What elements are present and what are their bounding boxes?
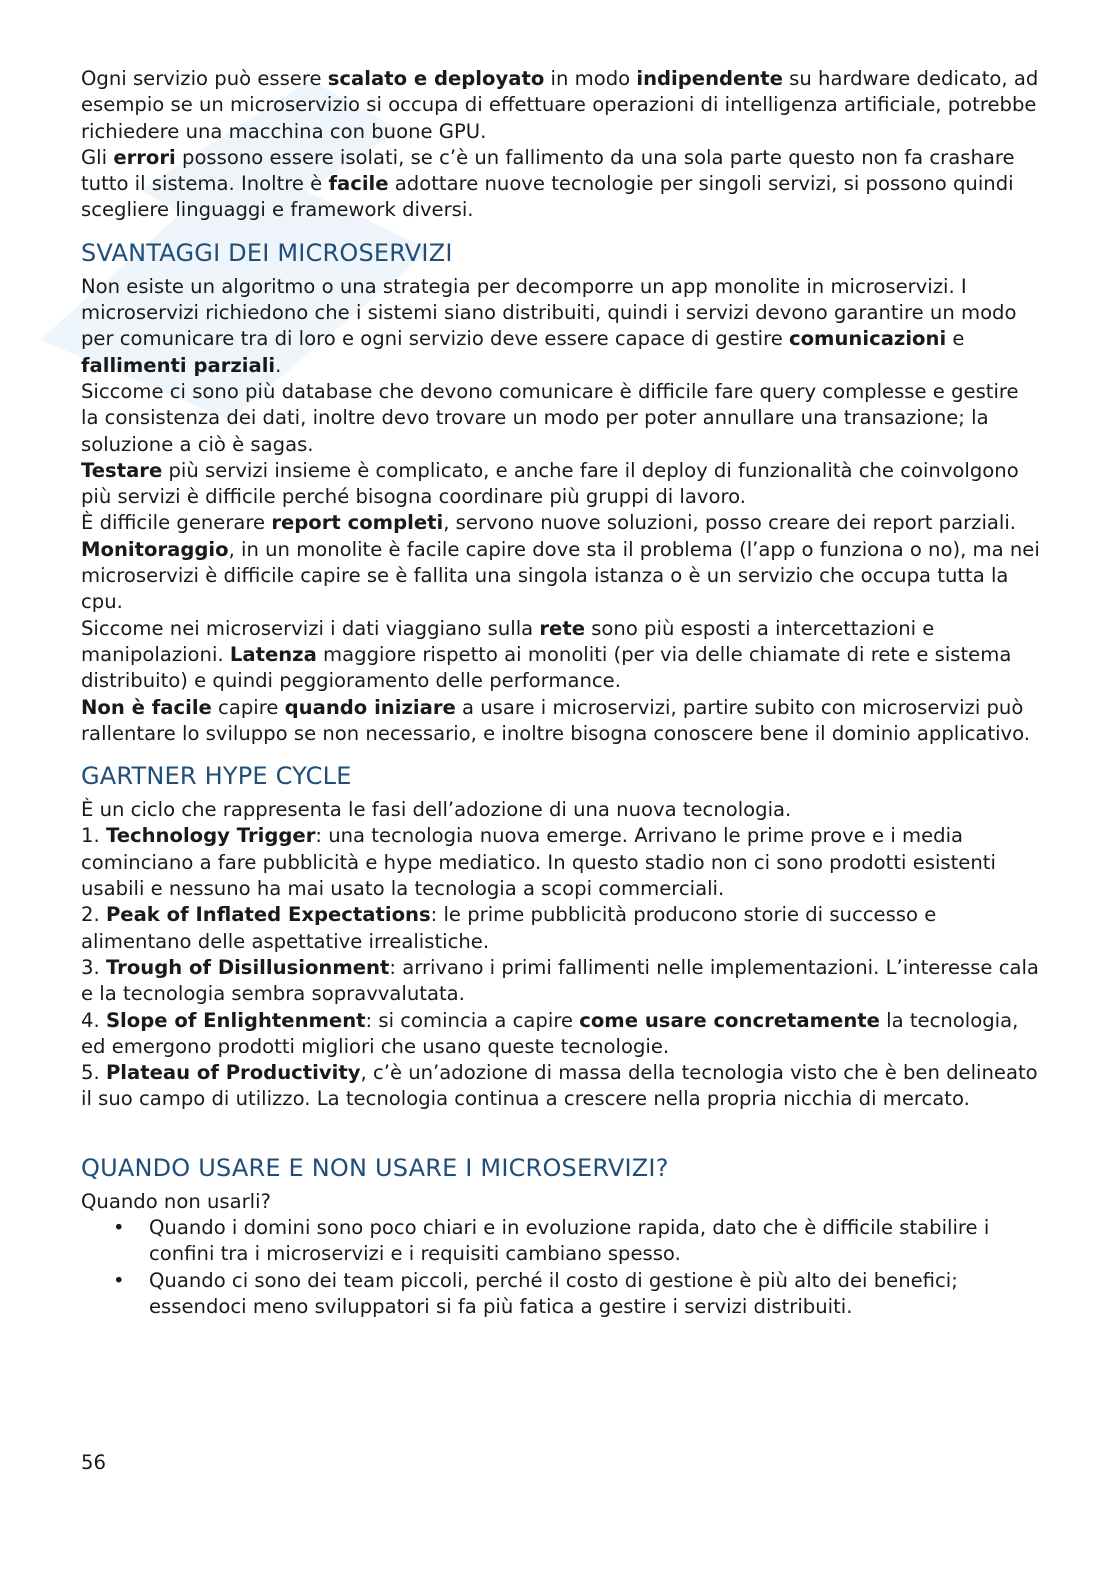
svantaggi-paragraph [81,616,1041,695]
gartner-paragraph [81,955,1041,1008]
text-run: , in un monolite è facile capire dove sta il problema (l’app o funziona o no), ma nei microservizi è difficile capire se è fallita una singola istanza o è un servizio che occupa tutta la cpu. [81,537,1040,614]
text-run: : si comincia a capire [365,1008,580,1032]
intro-paragraph-2 [81,145,1041,224]
bold-text: Slope of Enlightenment [105,1008,366,1032]
bold-text: comunicazioni [788,327,947,351]
text-run: È un ciclo che rappresenta le fasi dell’adozione di una nuova tecnologia. [81,798,792,822]
text-run: , c’è un’adozione di massa della tecnologia visto che è ben delineato il suo campo di utilizzo. La tecnologia continua a crescere nella propria nicchia di mercato. [81,1061,1038,1111]
gartner-paragraph [81,797,1041,823]
heading-gartner: GARTNER HYPE CYCLE [81,762,352,791]
bold-text: Testare [81,458,163,482]
text-run: 3. [81,955,106,979]
text-run: su hardware dedicato, ad esempio se un microservizio si occupa di effettuare operazioni di intelligenza artificiale, potrebbe richiedere una macchina con buone GPU. [81,67,1039,143]
page-number: 56 [81,1451,106,1474]
page-content [81,66,1041,1320]
gartner-paragraph [81,1008,1041,1061]
text-run: 4. [81,1008,106,1032]
list-item-text: Quando i domini sono poco chiari e in evoluzione rapida, dato che è difficile stabilire i confini tra i microservizi e i requisiti cambiano spesso. [149,1215,990,1266]
bold-text: Non è facile [81,695,212,719]
text-run: 5. [81,1061,106,1085]
bold-text: come usare concretamente [579,1008,880,1032]
bold-text: fallimenti parziali [81,353,276,377]
svantaggi-paragraph [81,379,1041,458]
gartner-paragraph [81,902,1041,955]
bold-text: scalato e deployato [327,67,545,90]
bold-text: facile [328,172,389,196]
text-run: sono più esposti a intercettazioni e manipolazioni. [81,616,935,666]
bold-text: errori [113,145,176,169]
text-run: la tecnologia, ed emergono prodotti migliori che usano queste tecnologie. [81,1008,1019,1058]
text-run: È difficile generare [81,511,272,535]
bold-text: report completi [271,511,444,535]
gartner-paragraph [81,823,1041,902]
svantaggi-paragraph [81,537,1041,616]
svantaggi-paragraph [81,274,1041,379]
bullet-icon: • [113,1268,125,1292]
text-run: a usare i microservizi, partire subito con microservizi può rallentare lo sviluppo se non necessario, e inoltre bisogna conoscere bene il dominio applicativo. [81,695,1031,745]
heading-svantaggi: SVANTAGGI DEI MICROSERVIZI [81,238,453,267]
text-run: Ogni servizio può essere [81,67,328,90]
text-run: Non esiste un algoritmo o una strategia per decomporre un app monolite in microservizi. I microservizi richiedono che i sistemi siano distribuiti, quindi i servizi devono garantire un modo per comunicare tra di loro e ogni servizio deve essere capace di gestire [81,274,1017,351]
text-run: possono essere isolati, se c’è un fallimento da una sola parte questo non fa crashare tutto il sistema. Inoltre è [81,145,1015,196]
text-run: capire [211,695,285,719]
text-run: Gli [81,145,114,169]
list-item [81,1268,1041,1321]
text-run: : le prime pubblicità producono storie di successo e alimentano delle aspettative irrealistiche. [81,903,937,953]
text-run: : arrivano i primi fallimenti nelle implementazioni. L’interesse cala e la tecnologia sembra sopravvalutata. [81,955,1039,1006]
bold-text: Peak of Inflated Expectations [105,903,431,927]
bold-text: rete [539,616,585,640]
quando-intro: Quando non usarli? [81,1189,271,1213]
text-run: Siccome ci sono più database che devono comunicare è difficile fare query complesse e gestire la consistenza dei dati, inoltre devo trovare un modo per poter annullare una transazione; la soluzione a ciò è sagas. [81,379,1019,456]
heading-quando: QUANDO USARE E NON USARE I MICROSERVIZI? [81,1153,669,1182]
text-run: , servono nuove soluzioni, posso creare dei report parziali. [443,511,1017,535]
text-run: e [946,327,965,351]
text-run: più servizi insieme è complicato, e anche fare il deploy di funzionalità che coinvolgono più servizi è difficile perché bisogna coordinare più gruppi di lavoro. [81,458,1019,509]
svantaggi-paragraph [81,510,1041,536]
text-run: 1. [81,824,106,848]
bold-text: Monitoraggio [81,537,229,561]
text-run: : una tecnologia nuova emerge. Arrivano le prime prove e i media cominciano a fare pubblicità e hype mediatico. In questo stadio non ci sono prodotti esistenti usabili e nessuno ha mai usato la tecnologia a scopi commerciali. [81,824,996,901]
intro-paragraph-1 [81,66,1041,145]
quando-list [81,1215,1041,1320]
text-run: Siccome nei microservizi i dati viaggiano sulla [81,616,540,640]
bullet-icon: • [113,1215,125,1239]
bold-text: quando iniziare [284,695,456,719]
bold-text: Technology Trigger [105,824,316,848]
gartner-paragraph [81,1060,1041,1113]
text-run: maggiore rispetto ai monoliti (per via delle chiamate di rete e sistema distribuito) e quindi peggioramento delle performance. [81,642,1012,693]
svantaggi-paragraph [81,695,1041,748]
text-run: in modo [544,67,637,90]
bold-text: indipendente [636,67,783,90]
text-run: adottare nuove tecnologie per singoli servizi, si possono quindi scegliere linguaggi e framework diversi. [81,172,1014,222]
list-item-text: Quando ci sono dei team piccoli, perché il costo di gestione è più alto dei benefici; essendoci meno sviluppatori si fa più fatica a gestire i servizi distribuiti. [149,1268,958,1318]
text-run: . [275,353,282,377]
text-run: 2. [81,903,106,927]
svantaggi-paragraph [81,458,1041,511]
bold-text: Trough of Disillusionment [105,955,390,979]
bold-text: Latenza [229,642,317,666]
list-item [81,1215,1041,1268]
bold-text: Plateau of Productivity [105,1061,361,1085]
